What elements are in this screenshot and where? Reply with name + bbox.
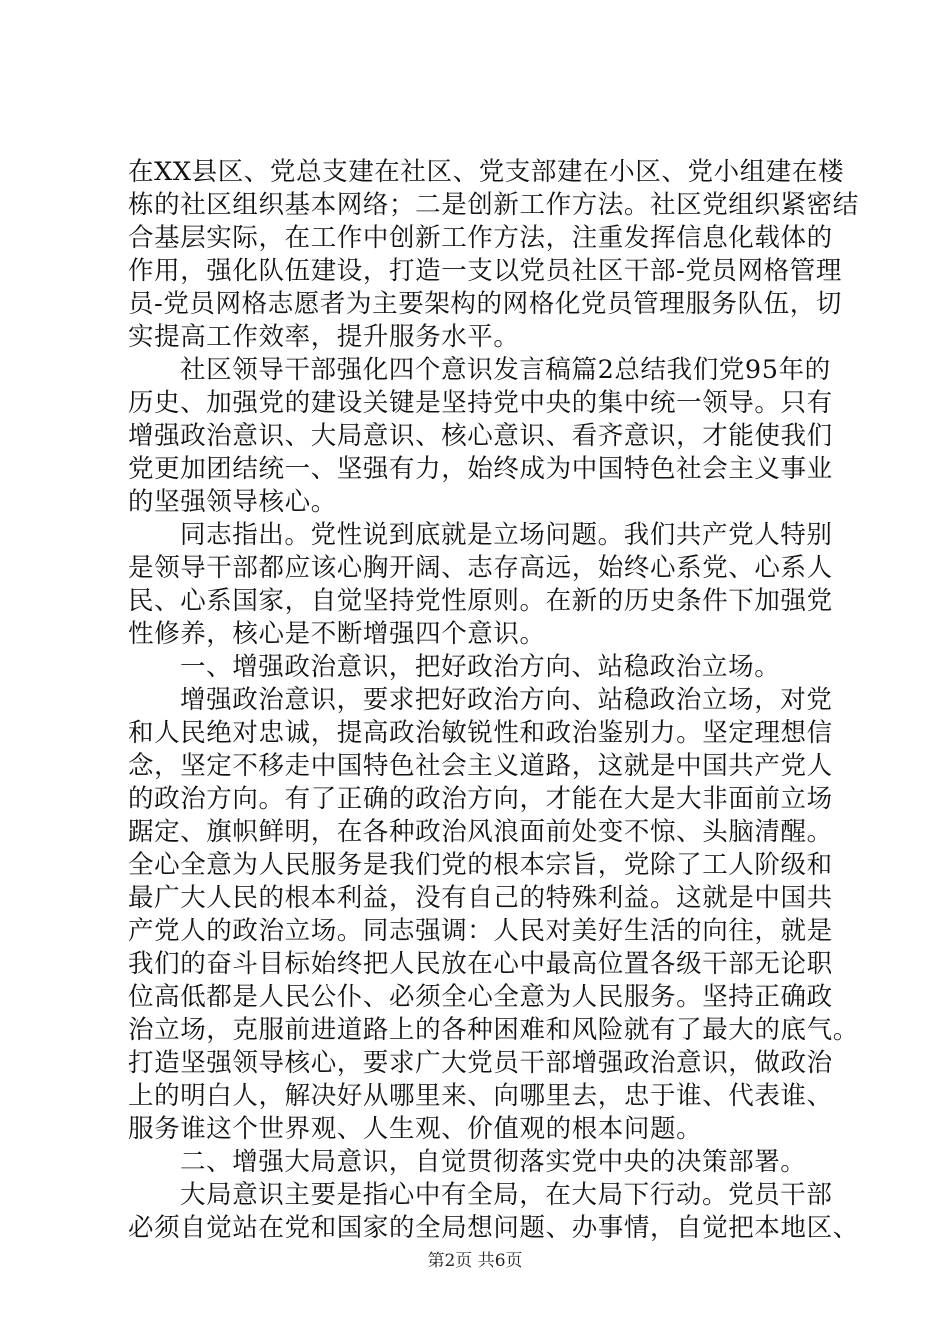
text-line: 的坚强领导核心。 <box>128 487 337 517</box>
text-line: 员-党员网格志愿者为主要架构的网格化党员管理服务队伍，切 <box>128 289 842 319</box>
text-line: 最广大人民的根本利益，没有自己的特殊利益。这就是中国共 <box>128 883 833 913</box>
text-line: 的政治方向。有了正确的政治方向，才能在大是大非面前立场 <box>128 784 833 814</box>
text-line: 党更加团结统一、坚强有力，始终成为中国特色社会主义事业 <box>128 454 833 484</box>
text-line: 全心全意为人民服务是我们党的根本宗旨，党除了工人阶级和 <box>128 850 833 880</box>
text-line: 栋的社区组织基本网络；二是创新工作方法。社区党组织紧密结 <box>128 190 859 220</box>
text-line: 社区领导干部强化四个意识发言稿篇2总结我们党95年的 <box>180 355 831 385</box>
text-line: 和人民绝对忠诚，提高政治敏锐性和政治鉴别力。坚定理想信 <box>128 718 833 748</box>
text-line: 实提高工作效率，提升服务水平。 <box>128 322 520 352</box>
text-line: 民、心系国家，自觉坚持党性原则。在新的历史条件下加强党 <box>128 586 833 616</box>
text-line: 必须自觉站在党和国家的全局想问题、办事情，自觉把本地区、 <box>128 1213 859 1243</box>
text-line: 作用，强化队伍建设，打造一支以党员社区干部-党员网格管理 <box>128 256 842 286</box>
text-line: 踞定、旗帜鲜明，在各种政治风浪面前处变不惊、头脑清醒。 <box>128 817 833 847</box>
text-line: 服务谁这个世界观、人生观、价值观的根本问题。 <box>128 1114 703 1144</box>
body-text <box>128 156 859 1245</box>
text-line: 增强政治意识、大局意识、核心意识、看齐意识，才能使我们 <box>128 421 833 451</box>
text-line: 合基层实际，在工作中创新工作方法，注重发挥信息化载体的 <box>128 223 833 253</box>
text-line: 治立场，克服前进道路上的各种困难和风险就有了最大的底气。 <box>128 1015 859 1045</box>
text-line: 产党人的政治立场。同志强调：人民对美好生活的向往，就是 <box>128 916 833 946</box>
text-line: 一、增强政治意识，把好政治方向、站稳政治立场。 <box>180 652 781 682</box>
text-line: 在XX县区、党总支建在社区、党支部建在小区、党小组建在楼 <box>128 157 845 187</box>
text-line: 二、增强大局意识，自觉贯彻落实党中央的决策部署。 <box>180 1147 807 1177</box>
text-line: 我们的奋斗目标始终把人民放在心中最高位置各级干部无论职 <box>128 949 833 979</box>
page-number-footer: 第2页 共6页 <box>427 1251 523 1271</box>
text-line: 大局意识主要是指心中有全局，在大局下行动。党员干部 <box>180 1180 833 1210</box>
text-line: 同志指出。党性说到底就是立场问题。我们共产党人特别 <box>180 520 833 550</box>
document-body <box>128 156 859 1245</box>
text-line: 打造坚强领导核心，要求广大党员干部增强政治意识，做政治 <box>128 1048 833 1078</box>
text-line: 上的明白人，解决好从哪里来、向哪里去，忠于谁、代表谁、 <box>128 1081 833 1111</box>
text-line: 历史、加强党的建设关键是坚持党中央的集中统一领导。只有 <box>128 388 833 418</box>
text-line: 念，坚定不移走中国特色社会主义道路，这就是中国共产党人 <box>128 751 833 781</box>
text-line: 是领导干部都应该心胸开阔、志存高远，始终心系党、心系人 <box>128 553 833 583</box>
text-line: 位高低都是人民公仆、必须全心全意为人民服务。坚持正确政 <box>128 982 833 1012</box>
text-line: 性修养，核心是不断增强四个意识。 <box>128 619 546 649</box>
text-line: 增强政治意识，要求把好政治方向、站稳政治立场，对党 <box>180 685 833 715</box>
